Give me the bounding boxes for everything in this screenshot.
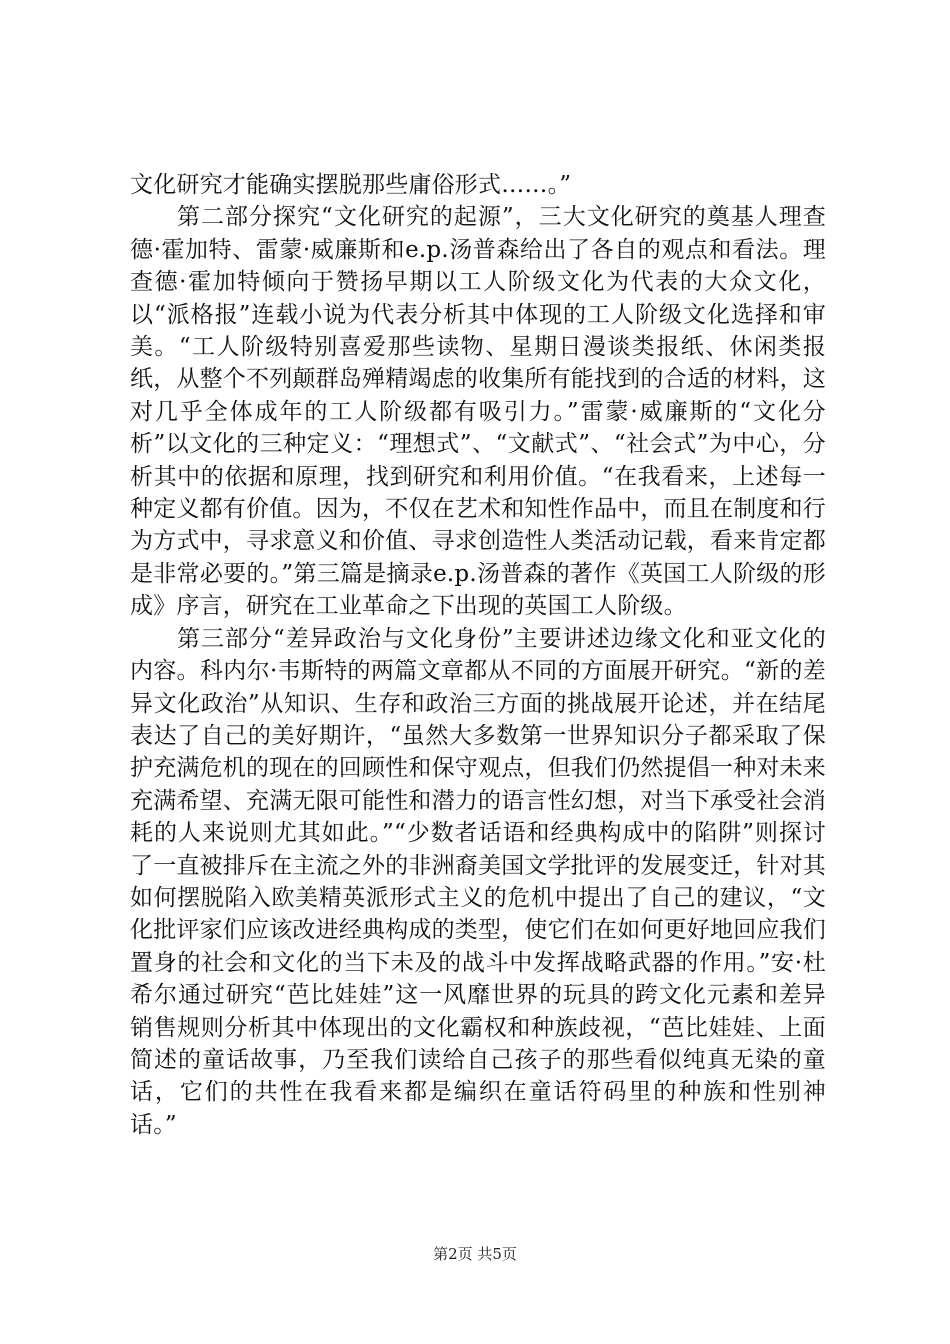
document-body [130,169,826,1141]
paragraph-continuation: 文化研究才能确实摆脱那些庸俗形式……。” [130,172,572,198]
paragraph-part-two: 第二部分探究“文化研究的起源”，三大文化研究的奠基人理查德·霍加特、雷蒙·威廉斯和e.p.汤普森给出了各自的观点和看法。理查德·霍加特倾向于赞扬早期以工人阶级文化为代表的大众文化，以“派格报”连载小说为代表分析其中体现的工人阶级文化选择和审美。“工人阶级特别喜爱那些读物、星期日漫谈类报纸、休闲类报纸，从整个不列颠群岛殚精竭虑的收集所有能找到的合适的材料，这对几乎全体成年的工人阶级都有吸引力。”雷蒙·威廉斯的“文化分析”以文化的三种定义：“理想式”、“文献式”、“社会式”为中心，分析其中的依据和原理，找到研究和利用价值。“在我看来，上述每一种定义都有价值。因为，不仅在艺术和知性作品中，而且在制度和行为方式中，寻求意义和价值、寻求创造性人类活动记载，看来肯定都是非常必要的。”第三篇是摘录e.p.汤普森的著作《英国工人阶级的形成》序言，研究在工业革命之下出现的英国工人阶级。 [130,204,826,620]
paragraph-part-three: 第三部分“差异政治与文化身份”主要讲述边缘文化和亚文化的内容。科内尔·韦斯特的两篇文章都从不同的方面展开研究。“新的差异文化政治”从知识、生存和政治三方面的挑战展开论述，并在结尾表达了自己的美好期许，“虽然大多数第一世界知识分子都采取了保护充满危机的现在的回顾性和保守观点，但我们仍然提倡一种对未来充满希望、充满无限可能性和潜力的语言性幻想，对当下承受社会消耗的人来说则尤其如此。”“少数者话语和经典构成中的陷阱”则探讨了一直被排斥在主流之外的非洲裔美国文学批评的发展变迁，针对其如何摆脱陷入欧美精英派形式主义的危机中提出了自己的建议，“文化批评家们应该改进经典构成的类型，使它们在如何更好地回应我们置身的社会和文化的当下未及的战斗中发挥战略武器的作用。”安·杜希尔通过研究“芭比娃娃”这一风靡世界的玩具的跨文化元素和差异销售规则分析其中体现出的文化霸权和种族歧视，“芭比娃娃、上面简述的童话故事，乃至我们读给自己孩子的那些看似纯真无染的童话，它们的共性在我看来都是编织在童话符码里的种族和性别神话。” [130,625,826,1138]
page-number-footer: 第2页 共5页 [433,1245,517,1263]
